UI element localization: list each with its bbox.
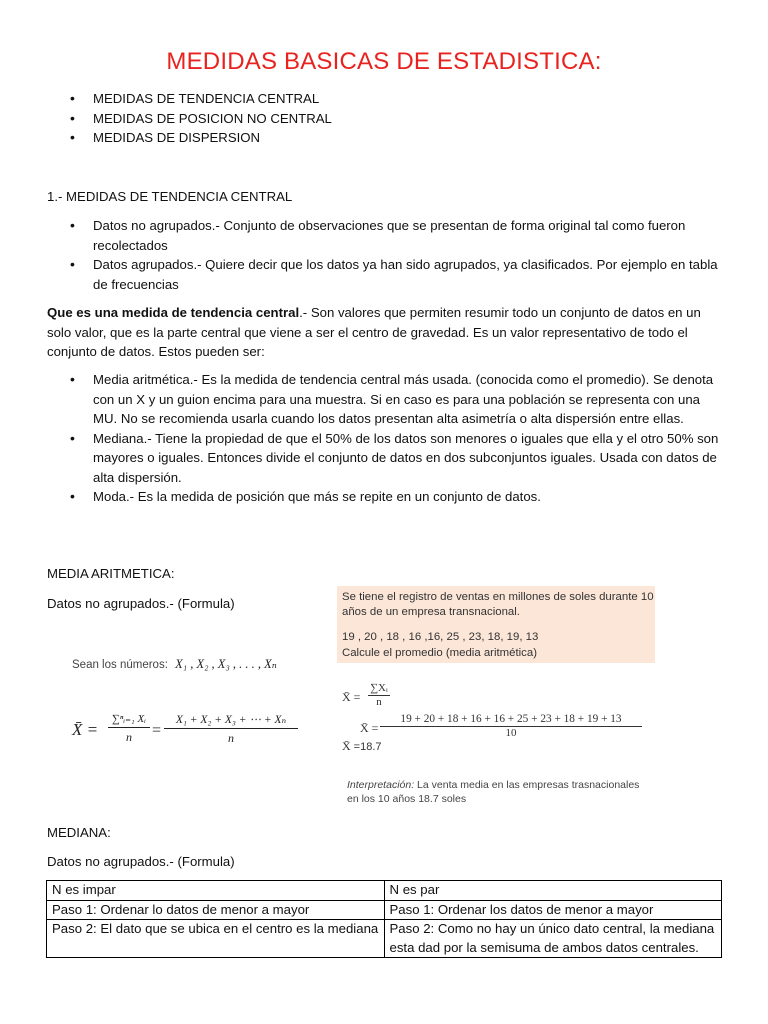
fraction-bar [164, 728, 298, 729]
table-cell: Paso 1: Ordenar lo datos de menor a mayor [47, 900, 385, 920]
formula-den-2: n [228, 731, 234, 745]
example-ask: Calcule el promedio (media aritmética) [342, 647, 537, 659]
interpretation-label: Interpretación: [347, 779, 415, 791]
formula-den: n [126, 730, 132, 744]
media-heading: MEDIA ARITMETICA: [47, 566, 175, 581]
list-item: • Mediana.- Tiene la propiedad de que el 50% de los datos son menores o iguales que ella y el otro 50% son mayores o iguales. Entonces divide el conjunto de datos en dos subconjuntos iguales. Usada con datos de alta dispersión. [47, 429, 727, 488]
interpretation-text: La venta media en las empresas trasnacionales en los 10 años 18.7 soles [347, 779, 640, 805]
result-lhs: X̄ [342, 739, 351, 753]
list-item: • Media aritmética.- Es la medida de tendencia central más usada. (conocida como el promedio). Se denota con un X y un guion encima para una muestra. Si en caso es para una población se representa con una MU. No se recomienda usarla cuando los datos presentan alta asimetría o alta dispersión entre ellas. [47, 370, 727, 429]
formula-fraction-2 [164, 712, 298, 746]
sean-variables: X₁ , X₂ , X₃ , . . . , Xₙ [175, 657, 277, 671]
f2-lhs: X̄ = [360, 721, 379, 735]
formula-sum: ∑ⁿᵢ₌₁ Xᵢ [112, 713, 146, 725]
list-item: • MEDIDAS DE TENDENCIA CENTRAL [47, 89, 727, 109]
measures-list [47, 370, 727, 507]
table-row [47, 920, 722, 958]
mediana-heading: MEDIANA: [47, 825, 111, 840]
section1-bullets [47, 216, 727, 294]
intro-list [47, 89, 727, 148]
interpretation [347, 778, 647, 806]
result-value: =18.7 [353, 741, 382, 753]
table-cell: Paso 2: El dato que se ubica en el centro es la mediana [47, 920, 385, 958]
example-data: 19 , 20 , 18 , 16 ,16, 25 , 23, 18, 19, 13 [342, 631, 539, 643]
f2-den: 10 [505, 727, 517, 739]
formula-fraction-1 [108, 712, 150, 745]
mean-formula [72, 712, 322, 758]
list-item: • Datos no agrupados.- Conjunto de observaciones que se presentan de forma original tal como fueron recolectados [47, 216, 727, 255]
formula-lhs: X̄ = [72, 720, 99, 739]
section1-heading: 1.- MEDIDAS DE TENDENCIA CENTRAL [47, 189, 293, 204]
f2-fraction [380, 713, 642, 739]
fraction-bar [108, 727, 150, 728]
example-formula-2 [342, 713, 642, 747]
list-item: • MEDIDAS DE POSICION NO CENTRAL [47, 109, 727, 129]
table-row [47, 881, 722, 901]
list-item: • Datos agrupados.- Quiere decir que los datos ya han sido agrupados, ya clasificados. Por ejemplo en tabla de frecuencias [47, 255, 727, 294]
list-item: • Moda.- Es la medida de posición que más se repite en un conjunto de datos. [47, 487, 727, 507]
definition-term: Que es una medida de tendencia central [47, 305, 300, 320]
formula-equals: = [152, 722, 162, 739]
table-cell: Paso 2: Como no hay un único dato central, la mediana esta dad por la semisuma de ambos datos centrales. [384, 920, 722, 958]
definition-paragraph [47, 303, 727, 362]
page-title: MEDIDAS BASICAS DE ESTADISTICA: [166, 48, 602, 75]
f2-num: 19 + 20 + 18 + 16 + 16 + 25 + 23 + 18 + 19 + 13 [400, 713, 622, 725]
mediana-sub: Datos no agrupados.- (Formula) [47, 854, 235, 869]
example-statement: Se tiene el registro de ventas en millones de soles durante 10 años de un empresa transnacional. [342, 591, 654, 618]
list-item: • MEDIDAS DE DISPERSION [47, 128, 727, 148]
table-header-par: N es par [384, 881, 722, 901]
mediana-table [46, 880, 722, 958]
table-row [47, 900, 722, 920]
f1-fraction [368, 682, 390, 708]
sean-line [72, 656, 277, 672]
table-cell: Paso 1: Ordenar los datos de menor a mayor [384, 900, 722, 920]
table-header-impar: N es impar [47, 881, 385, 901]
example-formula-1 [342, 682, 462, 716]
sean-label: Sean los números: [72, 659, 168, 671]
formula-expanded: X₁ + X₂ + X₃ + ⋯ + Xₙ [175, 714, 287, 726]
f1-lhs: X̄ = [342, 690, 361, 704]
media-sub: Datos no agrupados.- (Formula) [47, 596, 235, 611]
f1-num: ∑Xᵢ [370, 682, 388, 694]
example-box [337, 586, 655, 663]
definition-text: .- Son valores que permiten resumir todo un conjunto de datos en un solo valor, que es la parte central que viene a ser el centro de gravedad. Es un valor representativo de todo el conjunto de datos. Estos pueden ser: [47, 305, 701, 359]
example-result [342, 739, 382, 754]
f1-den: n [376, 696, 382, 708]
